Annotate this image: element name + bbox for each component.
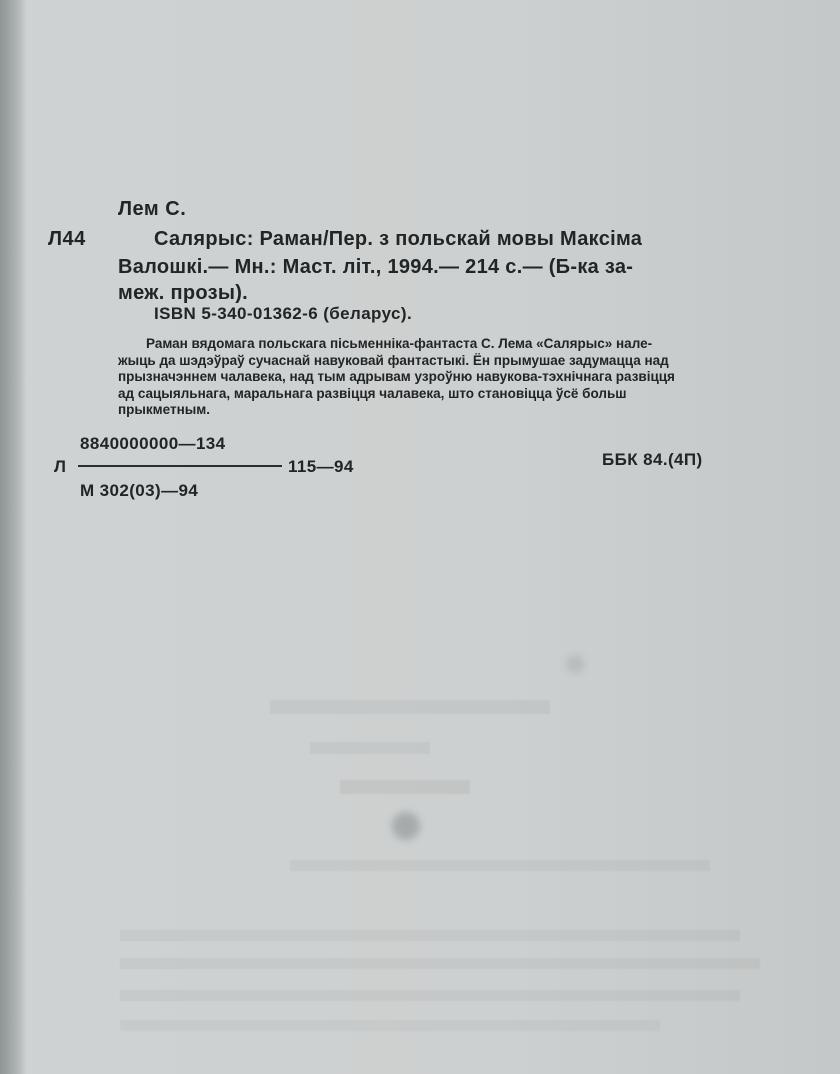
annotation-line: жыць да шэдэўраў сучаснай навуковай фантастыкі. Ён прымушае задумацца над: [118, 352, 669, 368]
bleed-through-text: [120, 958, 760, 969]
paper-smudge: [392, 812, 420, 840]
bibliographic-line-1: Салярыс: Раман/Пер. з польскай мовы Максіма: [154, 228, 643, 250]
fraction-rule: [78, 465, 282, 467]
bibliographic-line-3: меж. прозы).: [118, 282, 249, 304]
bibliographic-line-2: Валошкі.— Мн.: Маст. літ., 1994.— 214 с.— (Б-ка за-: [118, 256, 634, 278]
annotation-line: ад сацыяльнага, маральнага развіцця чалавека, што становіцца ўсё больш: [118, 385, 627, 401]
annotation-line: Раман вядомага польскага пісьменніка-фантаста С. Лема «Салярыс» нале-: [146, 336, 653, 351]
fraction-denominator: М 302(03)—94: [80, 481, 199, 500]
bleed-through-text: [270, 700, 550, 714]
annotation-line: прыкметным.: [118, 402, 211, 417]
fraction-numerator: 8840000000—134: [80, 434, 226, 453]
fraction-suffix: 115—94: [288, 457, 354, 476]
bleed-through-text: [310, 742, 430, 754]
annotation-line: прызначэннем чалавека, над тым адрывам узроўню навукова-тэхнічнага развіцця: [118, 369, 675, 384]
author-name: Лем С.: [118, 198, 187, 220]
catalog-index-code: Л44: [48, 228, 86, 250]
bleed-through-text: [120, 990, 740, 1001]
paper-smudge: [566, 655, 584, 673]
book-annotation: [118, 336, 758, 419]
page-gutter-shadow: [0, 0, 26, 1074]
bleed-through-text: [290, 860, 710, 871]
bleed-through-text: [120, 930, 740, 941]
fraction-prefix: Л: [54, 457, 66, 476]
bleed-through-text: [340, 780, 470, 794]
isbn-number: ISBN 5-340-01362-6 (беларус).: [154, 304, 413, 323]
bleed-through-text: [120, 1020, 660, 1031]
bbk-classification: ББК 84.(4П): [602, 450, 703, 469]
